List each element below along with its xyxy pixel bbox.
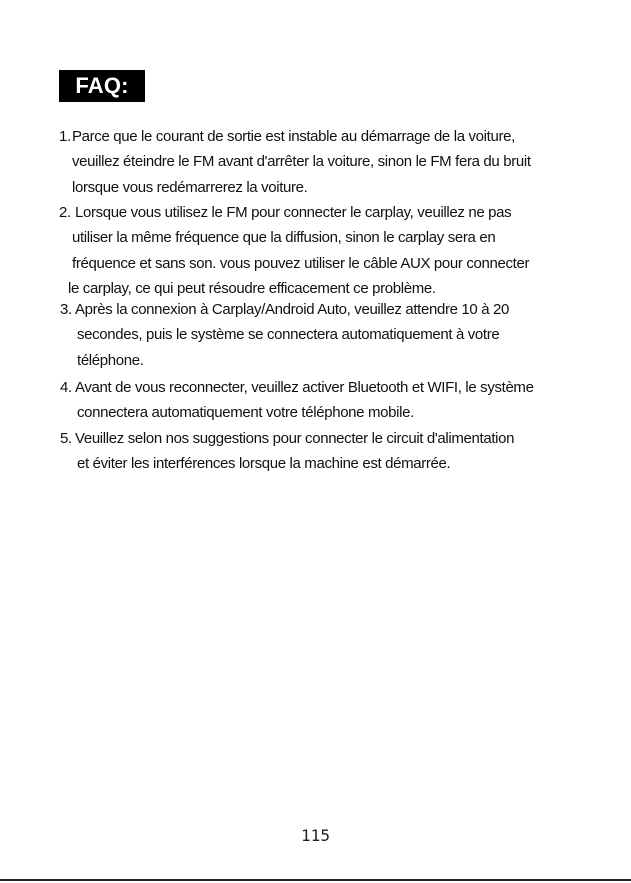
page-number: 115 [301, 826, 330, 845]
faq-item-line: Parce que le courant de sortie est instable au démarrage de la voiture, [72, 128, 515, 145]
faq-item-line: veuillez éteindre le FM avant d'arrêter la voiture, sinon le FM fera du bruit [72, 153, 531, 171]
faq-item-line: Lorsque vous utilisez le FM pour connecter le carplay, veuillez ne pas [75, 204, 512, 221]
faq-item-line: secondes, puis le système se connectera automatiquement à votre [77, 326, 500, 344]
faq-item-number: 3. [60, 301, 72, 318]
faq-item-line: Avant de vous reconnecter, veuillez activer Bluetooth et WIFI, le système [75, 379, 534, 396]
faq-item-number: 5. [60, 430, 72, 447]
faq-item-line: connectera automatiquement votre téléphone mobile. [77, 404, 414, 422]
faq-item-number: 4. [60, 379, 72, 396]
faq-item-line: utiliser la même fréquence que la diffusion, sinon le carplay sera en [72, 229, 496, 247]
faq-heading: FAQ: [59, 70, 145, 102]
faq-item-line: Après la connexion à Carplay/Android Auto, veuillez attendre 10 à 20 [75, 301, 509, 318]
faq-item-line: fréquence et sans son. vous pouvez utiliser le câble AUX pour connecter [72, 254, 530, 272]
faq-item-line: et éviter les interférences lorsque la machine est démarrée. [77, 455, 451, 473]
faq-item-number: 1. [59, 128, 71, 145]
faq-item-line: Veuillez selon nos suggestions pour connecter le circuit d'alimentation [75, 430, 515, 447]
faq-item-line: le carplay, ce qui peut résoudre efficacement ce problème. [68, 280, 436, 298]
faq-item-line: téléphone. [77, 351, 144, 369]
faq-item-line: lorsque vous redémarrerez la voiture. [72, 178, 308, 196]
faq-item-number: 2. [59, 204, 71, 221]
bottom-rule [0, 879, 631, 881]
